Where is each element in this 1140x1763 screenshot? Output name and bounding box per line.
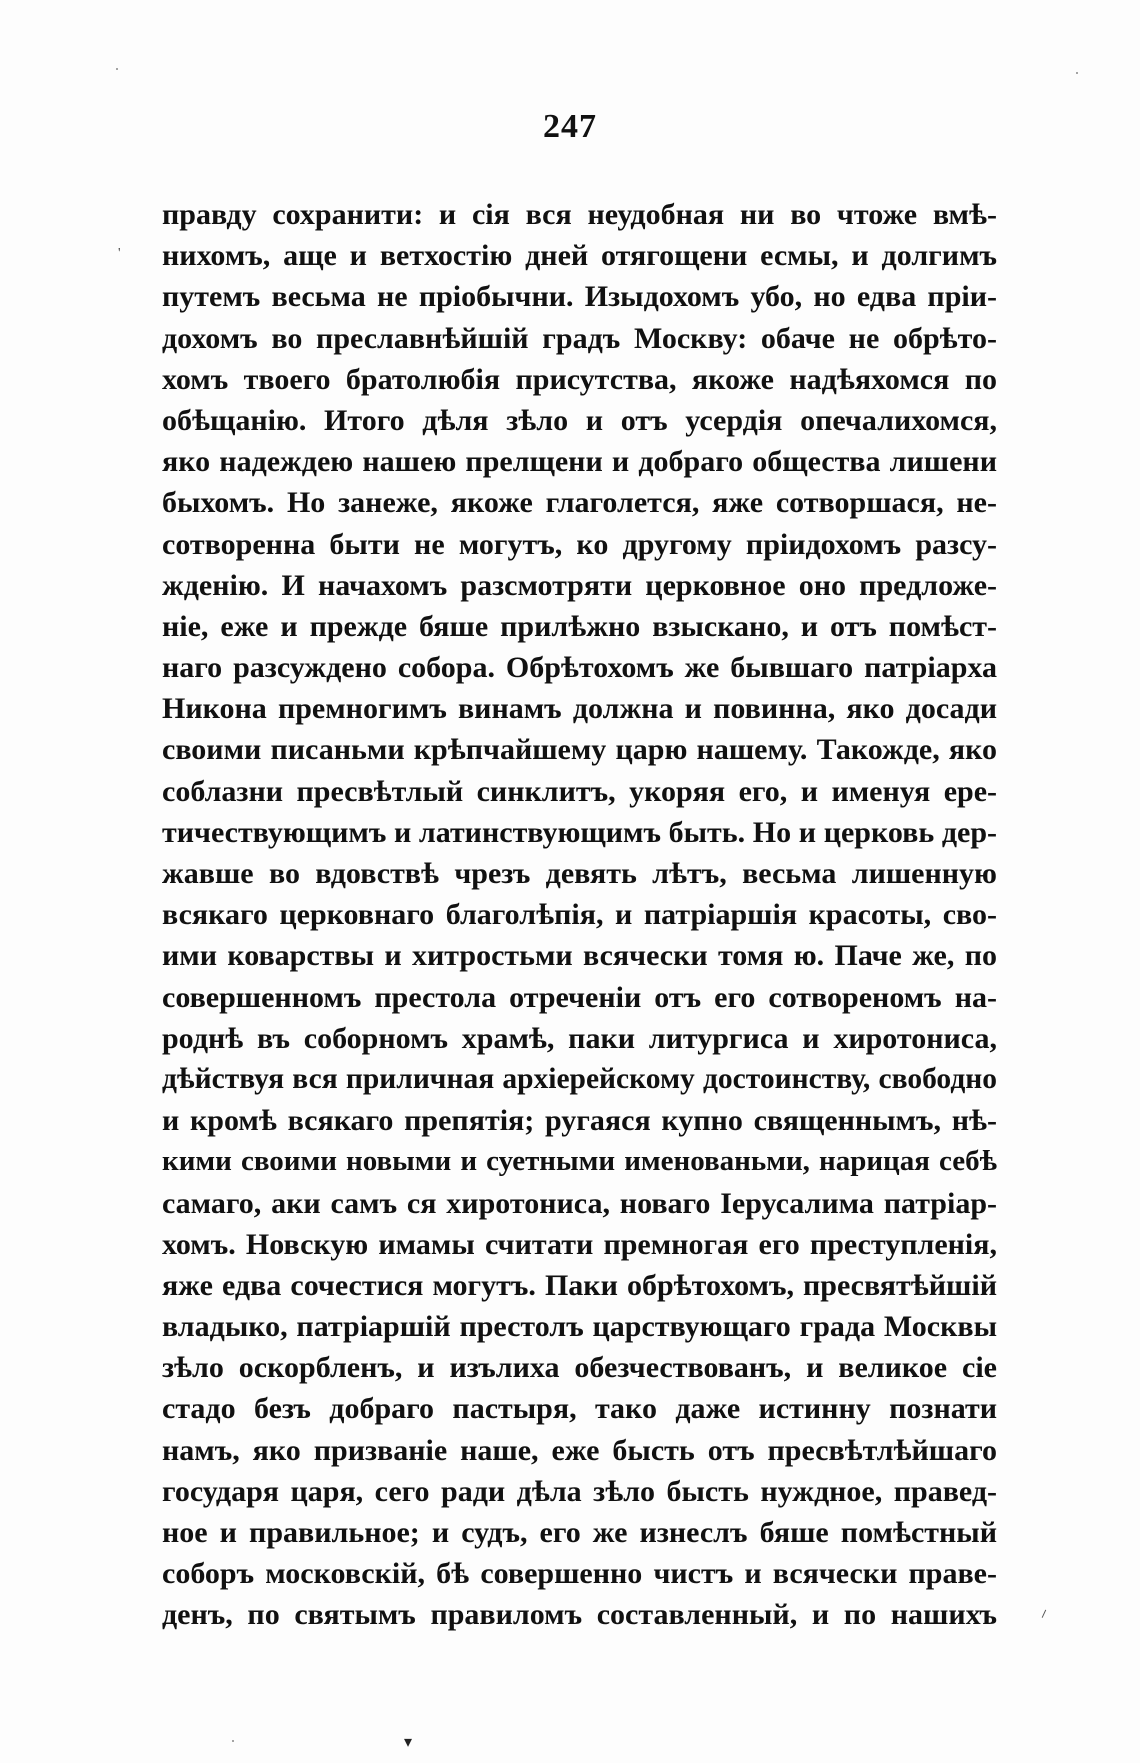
text-line: дѣйствуя вся приличная архіерейскому достоинству, свободно [162, 1062, 997, 1095]
text-line: яко надеждею нашею прелщени и добраго общества лишени [162, 445, 997, 479]
text-line: ное и правильное; и судъ, его же изнеслъ бяше помѣстный [162, 1516, 997, 1549]
text-line: соблазни пресвѣтлый синклитъ, укоряя его, и именуя ере- [162, 774, 997, 808]
text-line: самаго, аки самъ ся хиротониса, новаго Іерусалима патріар- [162, 1186, 997, 1220]
text-line: жденію. И начахомъ разсмотряти церковное оно предложе- [162, 568, 997, 602]
paper-speck [116, 68, 118, 70]
text-line: стадо безъ добраго пастыря, тако даже истинну познати [162, 1392, 997, 1426]
text-line: намъ, яко призваніе наше, еже бысть отъ пресвѣтлѣйшаго [162, 1433, 997, 1467]
text-line: своими писаньми крѣпчайшему царю нашему. Такожде, яко [162, 733, 997, 767]
text-line: Никона премногимъ винамъ должна и повинна, яко досади [162, 692, 997, 726]
paper-speck [232, 1740, 234, 1742]
text-line: кими своими новыми и суетными именованьми, нарицая себѣ [162, 1145, 997, 1178]
text-line: владыко, патріаршій престолъ царствующаго града Москвы [162, 1310, 997, 1344]
page-number: 247 [543, 108, 597, 145]
text-line: яже едва сочестися могутъ. Паки обрѣтохомъ, пресвятѣйшій [162, 1268, 997, 1302]
text-line: быхомъ. Но занеже, якоже глаголется, яже сотворшася, не- [162, 486, 997, 520]
text-line: зѣло оскорбленъ, и изълиха обезчествованъ, и великое сіе [162, 1351, 997, 1385]
text-line: жавше во вдовствѣ чрезъ девять лѣтъ, весьма лишенную [162, 857, 997, 890]
margin-speck: ' [118, 246, 121, 261]
paper-speck [1076, 72, 1078, 74]
text-line: наго разсуждено собора. Обрѣтохомъ же бывшаго патріарха [162, 651, 997, 685]
text-line: путемъ весьма не пріобычни. Изыдохомъ убо, но едва пріи- [162, 280, 997, 314]
text-line: роднѣ въ соборномъ храмѣ, паки литургиса и хиротониса, [162, 1021, 997, 1055]
text-line: и кромѣ всякаго препятія; ругаяся купно священнымъ, нѣ- [162, 1104, 997, 1138]
text-line: сотворенна быти не могутъ, ко другому пріидохомъ разсу- [162, 527, 997, 561]
text-line: ими коварствы и хитростьми всячески томя ю. Паче же, по [162, 939, 997, 973]
text-line: хомъ. Новскую имамы считати премногая его преступленія, [162, 1227, 997, 1261]
text-line: соборъ московскій, бѣ совершенно чистъ и всячески праве- [162, 1557, 997, 1591]
text-line: государя царя, сего ради дѣла зѣло бысть нуждное, правед- [162, 1474, 997, 1508]
body-text [162, 194, 997, 1636]
margin-scribble: ⸝ [1034, 1599, 1051, 1621]
text-line: всякаго церковнаго благолѣпія, и патріаршія красоты, сво- [162, 898, 997, 932]
text-line: тичествующимъ и латинствующимъ быть. Но и церковь дер- [162, 815, 997, 849]
ink-speck: ▾ [404, 1734, 413, 1751]
text-line: обѣщанію. Итого дѣля зѣло и отъ усердія опечалихомся, [162, 403, 997, 437]
text-line: правду сохранити: и сія вся неудобная ни во чтоже вмѣ- [162, 198, 997, 231]
text-line: дохомъ во преславнѣйшій градъ Москву: обаче не обрѣто- [162, 321, 997, 355]
text-line: денъ, по святымъ правиломъ составленный, и по нашихъ [162, 1598, 997, 1632]
text-line: хомъ твоего братолюбія присутства, якоже надѣяхомся по [162, 362, 997, 396]
text-line: совершенномъ престола отреченіи отъ его сотвореномъ на- [162, 980, 997, 1014]
text-line: нихомъ, аще и ветхостію дней отягощени есмы, и долгимъ [162, 239, 997, 273]
text-line: ніе, еже и прежде бяше прилѣжно взыскано, и отъ помѣст- [162, 609, 997, 643]
